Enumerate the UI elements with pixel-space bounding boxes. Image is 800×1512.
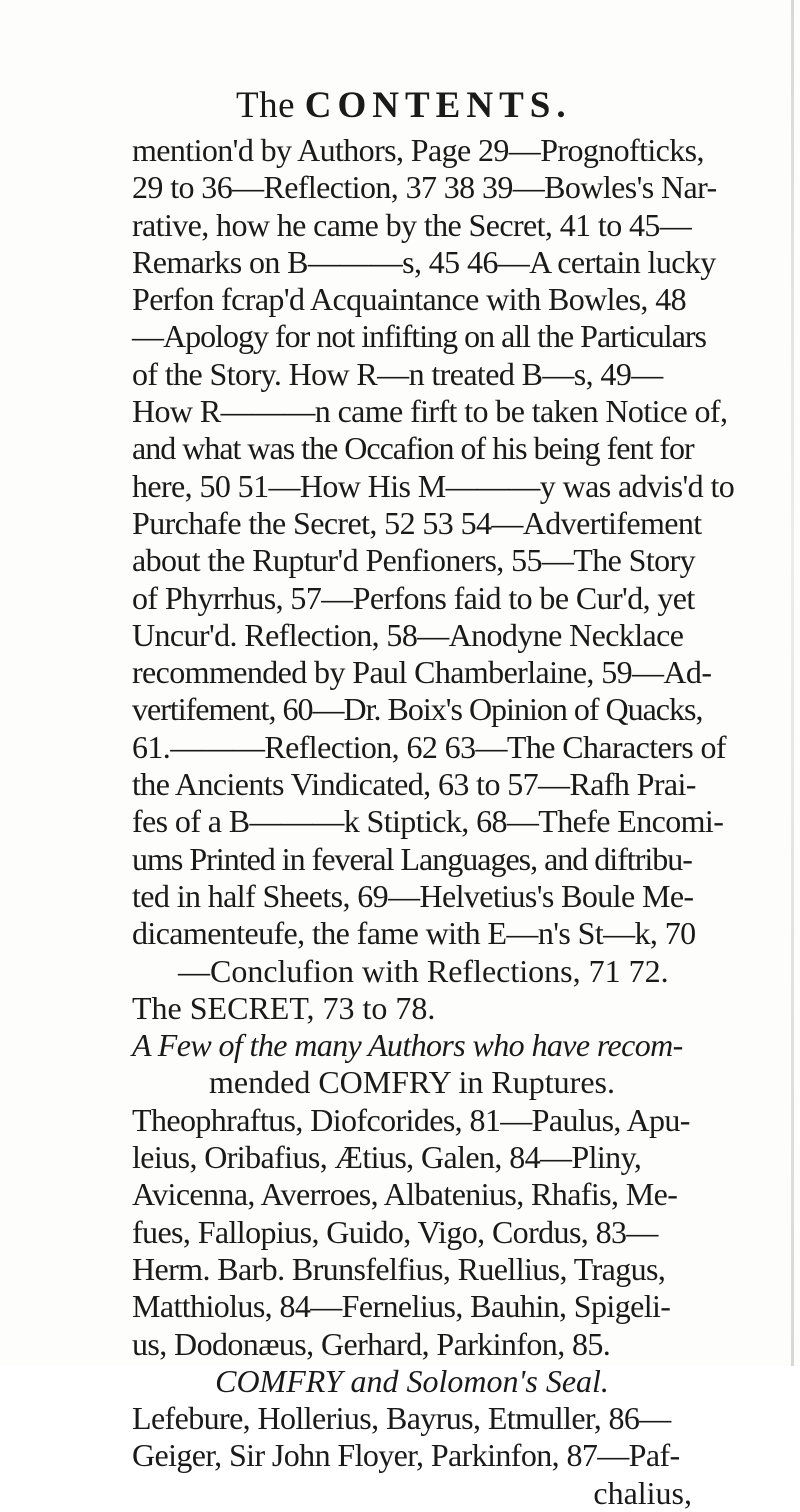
contents-line: vertifement, 60—Dr. Boix's Opinion of Quacks, <box>132 691 703 728</box>
contents-line: Perfon fcrap'd Acquaintance with Bowles, 48 <box>132 281 687 318</box>
contents-line: mention'd by Authors, Page 29—Prognofticks, <box>132 132 704 168</box>
contents-line: Matthiolus, 84—Fernelius, Bauhin, Spigeli- <box>132 1288 671 1325</box>
contents-line: ted in half Sheets, 69—Helvetius's Boule Me- <box>132 877 694 914</box>
contents-line: Uncur'd. Reflection, 58—Anodyne Necklace <box>132 616 684 653</box>
contents-line: of the Story. How R—n treated B—s, 49— <box>132 355 663 392</box>
contents-line: —Conclufion with Reflections, 71 72. <box>178 952 669 989</box>
contents-line: How R———n came firft to be taken Notice of, <box>132 393 728 430</box>
contents-line: ums Printed in feveral Languages, and diftribu- <box>132 840 692 877</box>
contents-line: chalius, <box>593 1474 692 1511</box>
contents-line: of Phyrrhus, 57—Perfons faid to be Cur'd, yet <box>132 579 695 616</box>
contents-line: leius, Oribafius, Ætius, Galen, 84—Pliny, <box>132 1139 642 1176</box>
contents-line: Geiger, Sir John Floyer, Parkinfon, 87—Paf- <box>132 1437 680 1474</box>
contents-line: fes of a B———k Stiptick, 68—Thefe Encomi- <box>132 803 724 840</box>
contents-line: us, Dodonæus, Gerhard, Parkinfon, 85. <box>132 1325 611 1362</box>
contents-line: Theophraftus, Diofcorides, 81—Paulus, Apu- <box>132 1101 690 1138</box>
section-heading: mended COMFRY in Ruptures. <box>209 1064 615 1101</box>
section-heading: COMFRY and Solomon's Seal. <box>215 1362 609 1399</box>
contents-line: 61.———Reflection, 62 63—The Characters of <box>132 728 726 765</box>
section-heading: A Few of the many Authors who have recom- <box>132 1027 683 1064</box>
contents-line: fues, Fallopius, Guido, Vigo, Cordus, 83— <box>132 1213 658 1250</box>
contents-line: dicamenteufe, the fame with E—n's St—k, 70 <box>132 915 696 952</box>
running-head-word: The <box>236 85 296 126</box>
contents-line: about the Ruptur'd Penfioners, 55—The Story <box>132 542 695 579</box>
contents-line: 29 to 36—Reflection, 37 38 39—Bowles's Nar- <box>132 169 717 206</box>
contents-line: Remarks on B———s, 45 46—A certain lucky <box>132 243 716 280</box>
contents-line: Herm. Barb. Brunsfelfius, Ruellius, Tragus, <box>132 1250 666 1287</box>
contents-line: The SECRET, 73 to 78. <box>132 989 436 1026</box>
contents-line: —Apology for not infifting on all the Particulars <box>132 318 706 355</box>
contents-line: rative, how he came by the Secret, 41 to 45— <box>132 206 692 243</box>
contents-line: and what was the Occafion of his being fent for <box>132 430 694 467</box>
contents-line: Purchafe the Secret, 52 53 54—Advertifement <box>132 504 702 541</box>
contents-line: Avicenna, Averroes, Albatenius, Rhafis, Me- <box>132 1176 678 1213</box>
contents-line: recommended by Paul Chamberlaine, 59—Ad- <box>132 654 712 691</box>
running-head <box>236 84 572 127</box>
contents-line: the Ancients Vindicated, 63 to 57—Rafh Prai- <box>132 766 696 803</box>
running-head-title: CONTENTS. <box>304 85 572 126</box>
contents-line: here, 50 51—How His M———y was advis'd to <box>132 467 735 504</box>
contents-body <box>132 132 735 1512</box>
contents-line: Lefebure, Hollerius, Bayrus, Etmuller, 86— <box>132 1400 671 1437</box>
page-edge <box>791 0 794 1366</box>
